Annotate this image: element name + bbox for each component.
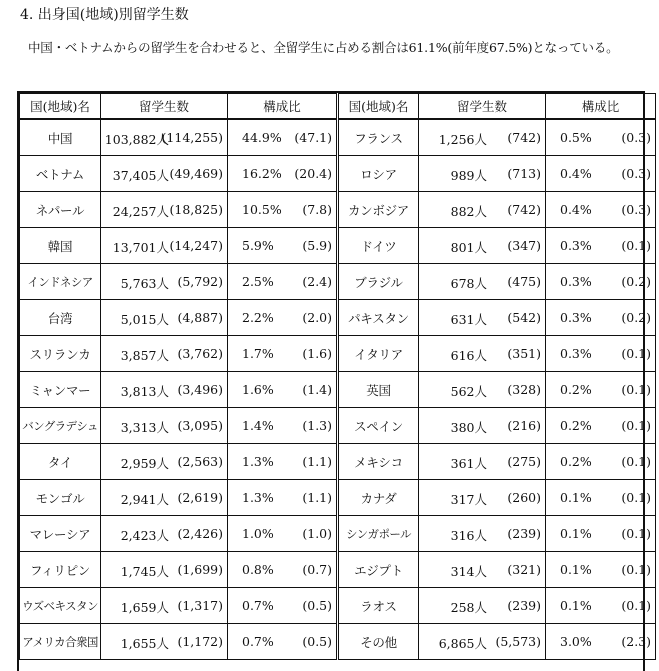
country-name: マレーシア — [20, 516, 101, 552]
ratio-current: 0.3% — [560, 346, 592, 361]
ratio-previous-year: (2.4) — [302, 274, 332, 289]
ratio-cell — [228, 516, 338, 552]
ratio-current: 3.0% — [560, 634, 592, 649]
students-current: 2,941人 — [120, 492, 169, 507]
ratio-current: 1.0% — [242, 526, 274, 541]
students-previous-year: (260) — [507, 490, 541, 505]
ratio-cell — [546, 552, 656, 588]
students-previous-year: (321) — [507, 562, 541, 577]
students-previous-year: (1,172) — [177, 634, 223, 649]
ratio-cell — [546, 480, 656, 516]
students-previous-year: (742) — [507, 130, 541, 145]
ratio-cell — [546, 192, 656, 228]
ratio-cell — [228, 119, 338, 156]
students-cell — [101, 192, 228, 228]
students-cell — [101, 588, 228, 624]
table-row — [20, 408, 656, 444]
ratio-current: 0.3% — [560, 238, 592, 253]
ratio-previous-year: (1.1) — [302, 454, 332, 469]
country-name: モンゴル — [20, 480, 101, 516]
ratio-current: 0.1% — [560, 526, 592, 541]
students-current: 2,423人 — [120, 528, 169, 543]
country-name: 韓国 — [20, 228, 101, 264]
header-country: 国(地域)名 — [20, 94, 101, 120]
students-cell — [419, 516, 546, 552]
country-name: スリランカ — [20, 336, 101, 372]
ratio-previous-year: (47.1) — [294, 130, 332, 145]
ratio-previous-year: (0.1) — [621, 562, 651, 577]
students-cell — [101, 552, 228, 588]
students-previous-year: (742) — [507, 202, 541, 217]
ratio-previous-year: (0.1) — [621, 454, 651, 469]
students-previous-year: (713) — [507, 166, 541, 181]
country-name: ネパール — [20, 192, 101, 228]
students-current: 314人 — [450, 564, 487, 579]
ratio-cell — [546, 264, 656, 300]
section-heading: 4. 出身国(地域)別留学生数 — [20, 7, 189, 23]
ratio-current: 16.2% — [242, 166, 282, 181]
country-name: アメリカ合衆国 — [20, 624, 101, 660]
students-cell — [419, 372, 546, 408]
students-cell — [101, 480, 228, 516]
students-previous-year: (347) — [507, 238, 541, 253]
students-current: 3,813人 — [120, 384, 169, 399]
students-current: 258人 — [450, 600, 487, 615]
students-current: 882人 — [450, 204, 487, 219]
country-name: ドイツ — [338, 228, 419, 264]
ratio-previous-year: (0.2) — [621, 274, 651, 289]
country-name: メキシコ — [338, 444, 419, 480]
ratio-current: 1.7% — [242, 346, 274, 361]
country-name: ブラジル — [338, 264, 419, 300]
header-country: 国(地域)名 — [338, 94, 419, 120]
header-students: 留学生数 — [419, 94, 546, 120]
ratio-current: 10.5% — [242, 202, 282, 217]
ratio-cell — [228, 228, 338, 264]
ratio-cell — [228, 372, 338, 408]
students-current: 6,865人 — [438, 636, 487, 651]
ratio-current: 0.2% — [560, 418, 592, 433]
students-cell — [419, 408, 546, 444]
country-name: フィリピン — [20, 552, 101, 588]
ratio-current: 0.1% — [560, 598, 592, 613]
table-row — [20, 264, 656, 300]
students-current: 3,857人 — [120, 348, 169, 363]
students-previous-year: (3,496) — [177, 382, 223, 397]
students-cell — [101, 372, 228, 408]
students-current: 562人 — [450, 384, 487, 399]
students-current: 5,763人 — [120, 276, 169, 291]
country-name: タイ — [20, 444, 101, 480]
country-name: 台湾 — [20, 300, 101, 336]
country-name: ミャンマー — [20, 372, 101, 408]
students-current: 631人 — [450, 312, 487, 327]
students-previous-year: (4,887) — [177, 310, 223, 325]
country-name: カナダ — [338, 480, 419, 516]
ratio-current: 0.7% — [242, 634, 274, 649]
students-cell — [419, 264, 546, 300]
table-row — [20, 624, 656, 660]
ratio-previous-year: (5.9) — [302, 238, 332, 253]
ratio-previous-year: (1.1) — [302, 490, 332, 505]
students-previous-year: (18,825) — [169, 202, 223, 217]
ratio-cell — [546, 372, 656, 408]
ratio-cell — [228, 552, 338, 588]
ratio-cell — [228, 408, 338, 444]
students-cell — [101, 624, 228, 660]
ratio-previous-year: (1.0) — [302, 526, 332, 541]
ratio-current: 0.1% — [560, 490, 592, 505]
ratio-current: 44.9% — [242, 130, 282, 145]
students-previous-year: (216) — [507, 418, 541, 433]
header-ratio: 構成比 — [546, 94, 656, 120]
students-previous-year: (542) — [507, 310, 541, 325]
country-name: ラオス — [338, 588, 419, 624]
country-name: カンボジア — [338, 192, 419, 228]
students-current: 5,015人 — [120, 312, 169, 327]
country-name: パキスタン — [338, 300, 419, 336]
ratio-previous-year: (0.3) — [621, 166, 651, 181]
students-previous-year: (14,247) — [169, 238, 223, 253]
students-current: 801人 — [450, 240, 487, 255]
students-current: 989人 — [450, 168, 487, 183]
ratio-cell — [228, 300, 338, 336]
ratio-cell — [546, 228, 656, 264]
table-row — [20, 228, 656, 264]
students-previous-year: (3,762) — [177, 346, 223, 361]
ratio-previous-year: (2.3) — [621, 634, 651, 649]
ratio-previous-year: (0.1) — [621, 418, 651, 433]
ratio-current: 1.6% — [242, 382, 274, 397]
students-cell — [419, 192, 546, 228]
country-name: バングラデシュ — [20, 408, 101, 444]
ratio-cell — [546, 300, 656, 336]
students-previous-year: (351) — [507, 346, 541, 361]
students-cell — [419, 588, 546, 624]
country-name: 中国 — [20, 119, 101, 156]
ratio-cell — [228, 156, 338, 192]
country-name: エジプト — [338, 552, 419, 588]
ratio-cell — [228, 624, 338, 660]
students-cell — [101, 300, 228, 336]
students-cell — [419, 480, 546, 516]
students-current: 678人 — [450, 276, 487, 291]
ratio-current: 0.7% — [242, 598, 274, 613]
table-row — [20, 192, 656, 228]
students-previous-year: (2,426) — [177, 526, 223, 541]
ratio-current: 0.1% — [560, 562, 592, 577]
country-name: イタリア — [338, 336, 419, 372]
ratio-previous-year: (0.5) — [302, 598, 332, 613]
students-by-country-table — [17, 91, 651, 671]
header-students: 留学生数 — [101, 94, 228, 120]
students-previous-year: (475) — [507, 274, 541, 289]
country-name: スペイン — [338, 408, 419, 444]
country-name: その他 — [338, 624, 419, 660]
ratio-previous-year: (0.1) — [621, 490, 651, 505]
students-current: 361人 — [450, 456, 487, 471]
ratio-cell — [546, 588, 656, 624]
ratio-previous-year: (0.1) — [621, 598, 651, 613]
students-current: 317人 — [450, 492, 487, 507]
students-cell — [101, 516, 228, 552]
students-current: 2,959人 — [120, 456, 169, 471]
students-previous-year: (114,255) — [161, 130, 223, 145]
ratio-previous-year: (0.1) — [621, 526, 651, 541]
ratio-previous-year: (0.3) — [621, 130, 651, 145]
table-row — [20, 480, 656, 516]
ratio-previous-year: (0.1) — [621, 238, 651, 253]
students-cell — [101, 264, 228, 300]
students-current: 13,701人 — [112, 240, 169, 255]
students-current: 3,313人 — [120, 420, 169, 435]
country-name: シンガポール — [338, 516, 419, 552]
ratio-previous-year: (0.3) — [621, 202, 651, 217]
students-current: 1,655人 — [120, 636, 169, 651]
country-name: ロシア — [338, 156, 419, 192]
students-cell — [101, 156, 228, 192]
students-cell — [419, 156, 546, 192]
ratio-current: 2.5% — [242, 274, 274, 289]
students-cell — [101, 228, 228, 264]
students-cell — [101, 408, 228, 444]
header-ratio: 構成比 — [228, 94, 338, 120]
ratio-cell — [228, 192, 338, 228]
ratio-current: 2.2% — [242, 310, 274, 325]
students-previous-year: (1,699) — [177, 562, 223, 577]
students-current: 103,882人 — [104, 132, 169, 147]
country-name: 英国 — [338, 372, 419, 408]
students-previous-year: (2,563) — [177, 454, 223, 469]
students-cell — [101, 119, 228, 156]
country-name: ベトナム — [20, 156, 101, 192]
students-cell — [419, 300, 546, 336]
table-row — [20, 516, 656, 552]
ratio-previous-year: (1.6) — [302, 346, 332, 361]
country-name: フランス — [338, 119, 419, 156]
ratio-previous-year: (1.3) — [302, 418, 332, 433]
table-row — [20, 444, 656, 480]
ratio-current: 0.4% — [560, 202, 592, 217]
table-row — [20, 372, 656, 408]
table-header-row — [20, 94, 656, 120]
students-current: 380人 — [450, 420, 487, 435]
ratio-previous-year: (0.1) — [621, 382, 651, 397]
ratio-previous-year: (0.7) — [302, 562, 332, 577]
students-current: 1,256人 — [438, 132, 487, 147]
ratio-cell — [546, 336, 656, 372]
students-previous-year: (49,469) — [169, 166, 223, 181]
ratio-current: 1.3% — [242, 490, 274, 505]
students-cell — [419, 228, 546, 264]
students-previous-year: (328) — [507, 382, 541, 397]
students-current: 616人 — [450, 348, 487, 363]
ratio-current: 1.3% — [242, 454, 274, 469]
students-cell — [419, 552, 546, 588]
ratio-cell — [228, 336, 338, 372]
table-row — [20, 156, 656, 192]
table-row — [20, 336, 656, 372]
students-cell — [419, 444, 546, 480]
students-cell — [419, 624, 546, 660]
students-current: 316人 — [450, 528, 487, 543]
ratio-previous-year: (0.1) — [621, 346, 651, 361]
students-cell — [101, 336, 228, 372]
ratio-previous-year: (2.0) — [302, 310, 332, 325]
ratio-previous-year: (0.2) — [621, 310, 651, 325]
students-current: 37,405人 — [112, 168, 169, 183]
ratio-cell — [546, 408, 656, 444]
table-row — [20, 588, 656, 624]
ratio-cell — [546, 624, 656, 660]
students-cell — [101, 444, 228, 480]
table-row — [20, 119, 656, 156]
ratio-previous-year: (0.5) — [302, 634, 332, 649]
students-previous-year: (2,619) — [177, 490, 223, 505]
ratio-previous-year: (7.8) — [302, 202, 332, 217]
students-current: 1,745人 — [120, 564, 169, 579]
ratio-current: 0.8% — [242, 562, 274, 577]
table-row — [20, 552, 656, 588]
ratio-current: 1.4% — [242, 418, 274, 433]
students-previous-year: (5,573) — [495, 634, 541, 649]
ratio-current: 0.2% — [560, 454, 592, 469]
ratio-current: 0.3% — [560, 274, 592, 289]
ratio-cell — [546, 156, 656, 192]
students-previous-year: (3,095) — [177, 418, 223, 433]
summary-text: 中国・ベトナムからの留学生を合わせると、全留学生に占める割合は61.1%(前年度67.5%)となっている。 — [28, 40, 619, 55]
students-current: 1,659人 — [120, 600, 169, 615]
students-previous-year: (239) — [507, 526, 541, 541]
ratio-cell — [546, 444, 656, 480]
students-current: 24,257人 — [112, 204, 169, 219]
ratio-previous-year: (20.4) — [294, 166, 332, 181]
ratio-cell — [546, 516, 656, 552]
ratio-cell — [228, 264, 338, 300]
ratio-current: 0.2% — [560, 382, 592, 397]
students-cell — [419, 119, 546, 156]
ratio-current: 0.5% — [560, 130, 592, 145]
ratio-cell — [228, 588, 338, 624]
students-previous-year: (239) — [507, 598, 541, 613]
ratio-current: 0.3% — [560, 310, 592, 325]
country-name: インドネシア — [20, 264, 101, 300]
ratio-current: 5.9% — [242, 238, 274, 253]
ratio-cell — [228, 480, 338, 516]
ratio-cell — [228, 444, 338, 480]
ratio-previous-year: (1.4) — [302, 382, 332, 397]
students-previous-year: (5,792) — [177, 274, 223, 289]
ratio-current: 0.4% — [560, 166, 592, 181]
ratio-cell — [546, 119, 656, 156]
students-cell — [419, 336, 546, 372]
students-previous-year: (1,317) — [177, 598, 223, 613]
country-name: ウズベキスタン — [20, 588, 101, 624]
table-row — [20, 300, 656, 336]
students-previous-year: (275) — [507, 454, 541, 469]
